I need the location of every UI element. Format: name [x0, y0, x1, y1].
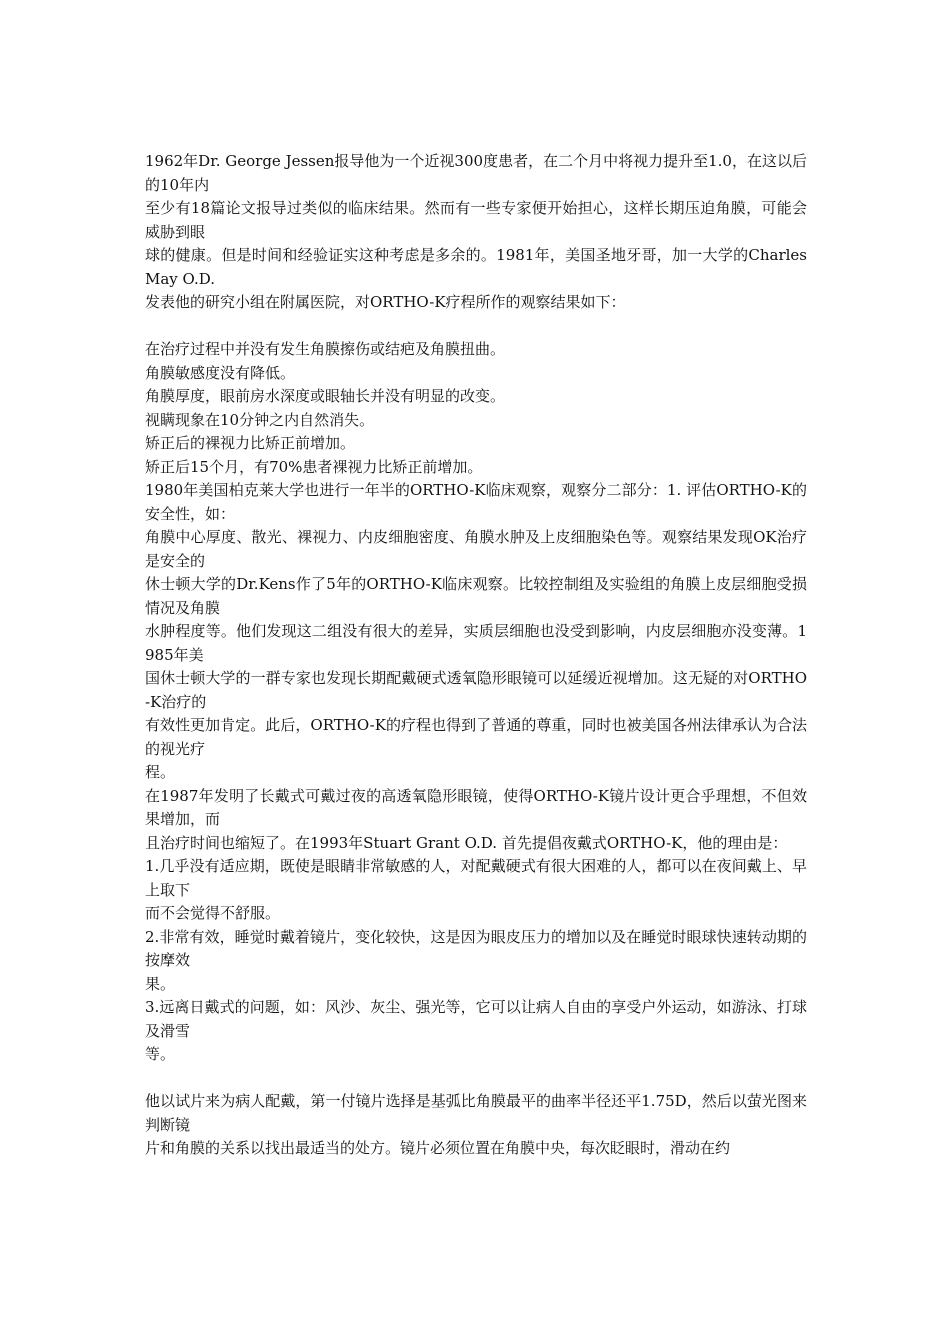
paragraph-line: 且治疗时间也缩短了。在1993年Stuart Grant O.D. 首先提倡夜戴式ORTHO-K，他的理由是：: [145, 833, 788, 852]
finding-line: 在治疗过程中并没有发生角膜擦伤或结疤及角膜扭曲。: [145, 340, 506, 358]
paragraph-line: 水肿程度等。他们发现这二组没有很大的差异，实质层细胞也没受到影响，内皮层细胞亦没变薄。1985年美: [145, 622, 807, 664]
finding-line: 角膜敏感度没有降低。: [145, 363, 296, 382]
paragraph-line: 有效性更加肯定。此后，ORTHO-K的疗程也得到了普通的尊重，同时也被美国各州法律承认为合法的视光疗: [145, 716, 807, 758]
blank-line: [145, 315, 807, 339]
paragraph-line: 他以试片来为病人配戴，第一付镜片选择是基弧比角膜最平的曲率半径还平1.75D，然后以萤光图来判断镜: [145, 1092, 807, 1134]
reason-line: 果。: [145, 974, 176, 993]
finding-line: 视瞒现象在10分钟之内自然消失。: [145, 410, 375, 429]
paragraph-line: 国休士顿大学的一群专家也发现长期配戴硬式透氧隐形眼镜可以延缓近视增加。这无疑的对ORTHO-K治疗的: [145, 669, 807, 711]
reason-line: 而不会觉得不舒服。: [145, 904, 281, 922]
paragraph-line: 在1987年发明了长戴式可戴过夜的高透氧隐形眼镜，使得ORTHO-K镜片设计更合乎理想，不但效果增加，而: [145, 786, 807, 828]
paragraph-line: 1962年Dr. George Jessen报导他为一个近视300度患者，在二个月中将视力提升至1.0，在这以后的10年内: [145, 152, 807, 194]
paragraph-line: 片和角膜的关系以找出最适当的处方。镜片必须位置在角膜中央，每次眨眼时，滑动在约: [145, 1139, 731, 1157]
reason-line: 等。: [145, 1045, 176, 1063]
paragraph-line: 休士顿大学的Dr.Kens作了5年的ORTHO-K临床观察。比较控制组及实验组的角膜上皮层细胞受损情况及角膜: [145, 575, 807, 617]
paragraph-line: 程。: [145, 763, 176, 781]
reason-line: 2.非常有效，睡觉时戴着镜片，变化较快，这是因为眼皮压力的增加以及在睡觉时眼球快速转动期的按摩效: [145, 927, 807, 969]
reason-line: 3.远离日戴式的问题，如：风沙、灰尘、强光等，它可以让病人自由的享受户外运动，如游泳、打球及滑雪: [145, 998, 807, 1040]
finding-line: 矫正后的裸视力比矫正前增加。: [145, 434, 356, 452]
reason-line: 1.几乎没有适应期，既使是眼睛非常敏感的人，对配戴硬式有很大困难的人，都可以在夜间戴上、早上取下: [145, 857, 807, 899]
document-body: [145, 150, 807, 1161]
finding-line: 角膜厚度，眼前房水深度或眼轴长并没有明显的改变。: [145, 387, 506, 405]
finding-line: 矫正后15个月，有70%患者裸视力比矫正前增加。: [145, 457, 483, 476]
paragraph-line: 发表他的研究小组在附属医院，对ORTHO-K疗程所作的观察结果如下：: [145, 293, 626, 311]
paragraph-line: 1980年美国柏克莱大学也进行一年半的ORTHO-K临床观察，观察分二部分：1. 评估ORTHO-K的安全性，如：: [145, 481, 807, 523]
paragraph-line: 球的健康。但是时间和经验证实这种考虑是多余的。1981年，美国圣地牙哥，加一大学的Charles May O.D.: [145, 246, 807, 288]
blank-line: [145, 1067, 807, 1091]
paragraph-line: 至少有18篇论文报导过类似的临床结果。然而有一些专家便开始担心，这样长期压迫角膜，可能会威胁到眼: [145, 199, 807, 241]
paragraph-line: 角膜中心厚度、散光、裸视力、内皮细胞密度、角膜水肿及上皮细胞染色等。观察结果发现OK治疗是安全的: [145, 528, 807, 570]
